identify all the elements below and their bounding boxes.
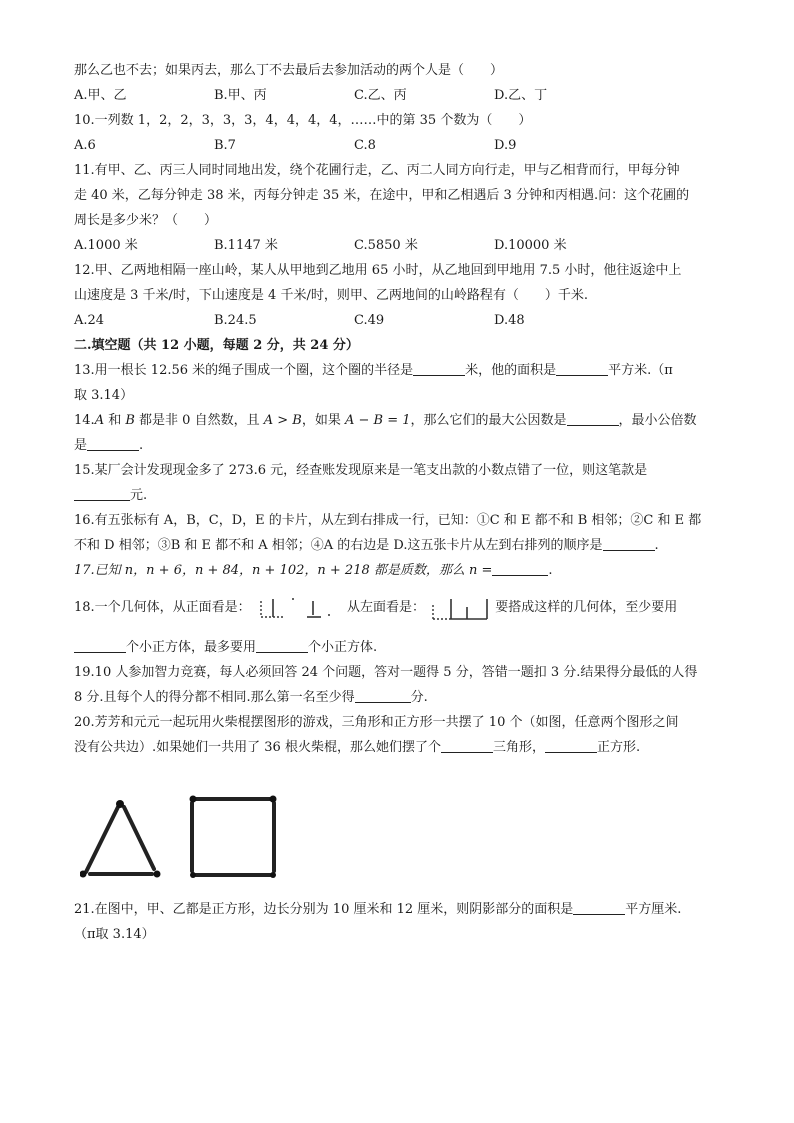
q12-option-a[interactable]: A.24: [74, 313, 105, 328]
q17-text: [74, 558, 724, 583]
q9-option-b[interactable]: B.甲、丙: [214, 88, 267, 103]
q9-option-a[interactable]: A.甲、乙: [74, 88, 127, 103]
q18-part5: 个小正方体.: [308, 640, 378, 655]
q12-options: [74, 308, 724, 333]
q14-var-a: A: [94, 413, 105, 428]
q11-options: [74, 233, 724, 258]
q14-part7: 是: [74, 438, 88, 453]
q18-part2: 从左面看是：: [346, 600, 425, 615]
q14-condition-2: A − B = 1: [344, 413, 411, 428]
q17-part2: .: [548, 563, 553, 578]
q11-option-a[interactable]: A.1000 米: [74, 238, 138, 253]
q10-options: [74, 133, 724, 158]
q10-option-a[interactable]: A.6: [74, 138, 96, 153]
q15-amount-blank[interactable]: [74, 486, 130, 501]
q14-part6: ，最小公倍数: [618, 413, 697, 428]
spacer: [74, 627, 724, 635]
q13-text-line1: [74, 358, 724, 383]
worksheet-page: [74, 58, 724, 760]
q11-option-b[interactable]: B.1147 米: [214, 238, 278, 253]
front-view-figure: [255, 593, 343, 623]
q18-min-blank[interactable]: [74, 638, 126, 653]
q21-text-line2: （π取 3.14）: [74, 927, 155, 942]
q18-text-line1: [74, 589, 724, 627]
q18-text-line2: [74, 635, 724, 660]
q14-text-line2: [74, 433, 724, 458]
q20-part1: 没有公共边）.如果她们一共用了 36 根火柴棍，那么她们摆了个: [74, 740, 441, 755]
q13-part1: 13.用一根长 12.56 米的绳子围成一个圈，这个圈的半径是: [74, 363, 414, 378]
q14-gcd-blank[interactable]: [567, 411, 619, 426]
q12-option-c[interactable]: C.49: [354, 313, 385, 328]
q18-max-blank[interactable]: [256, 638, 308, 653]
q19-part1: 8 分.且每个人的得分都不相同.那么第一名至少得: [74, 690, 355, 705]
q9-tail: 那么乙也不去；如果丙去，那么丁不去最后去参加活动的两个人是（ ）: [74, 63, 504, 78]
q13-part2: 米，他的面积是: [465, 363, 557, 378]
q18-part4: 个小正方体，最多要用: [126, 640, 257, 655]
q16-part2: .: [654, 538, 659, 553]
q10-option-b[interactable]: B.7: [214, 138, 236, 153]
q21-part1: 21.在图中，甲、乙都是正方形，边长分别为 10 厘米和 12 厘米，则阴影部分的面积是: [74, 902, 574, 917]
q9-option-d[interactable]: D.乙、丁: [494, 88, 548, 103]
q14-lcm-blank[interactable]: [87, 436, 139, 451]
q17-n-blank[interactable]: [492, 561, 548, 576]
q20-part3: 正方形.: [596, 740, 641, 755]
q16-text-line2: [74, 533, 724, 558]
q15-text-line1: 15.某厂会计发现现金多了 273.6 元，经查账发现原来是一笔支出款的小数点错了一位，则这笔款是: [74, 463, 648, 478]
q21-area-blank[interactable]: [573, 900, 625, 915]
q16-part1: 不和 D 相邻；③B 和 E 都不和 A 相邻；④A 的右边是 D.这五张卡片从左到右排列的顺序是: [74, 538, 603, 553]
q19-score-blank[interactable]: [355, 688, 411, 703]
q18-part1: 18.一个几何体，从正面看是：: [74, 600, 251, 615]
q11-option-c[interactable]: C.5850 米: [354, 238, 418, 253]
matchstick-figures: [80, 795, 280, 881]
q17-part1: 17.已知 n，n + 6，n + 84，n + 102，n + 218 都是质数，那么 n =: [74, 563, 493, 578]
q13-area-blank[interactable]: [556, 361, 608, 376]
q14-text-line1: [74, 408, 724, 433]
q11-option-d[interactable]: D.10000 米: [494, 238, 567, 253]
q20-part2: 三角形，: [492, 740, 545, 755]
q14-part2: 和: [104, 413, 126, 428]
q20-square-blank[interactable]: [545, 738, 597, 753]
q13-radius-blank[interactable]: [413, 361, 465, 376]
q10-option-d[interactable]: D.9: [494, 138, 517, 153]
q14-part1: 14.: [74, 413, 95, 428]
q14-part8: .: [139, 438, 144, 453]
q14-part4: ，如果: [301, 413, 345, 428]
q21-text-line1: [74, 897, 724, 922]
q9-options: [74, 83, 724, 108]
matchstick-square-figure: [192, 799, 274, 875]
q16-order-blank[interactable]: [603, 536, 655, 551]
q14-var-b: B: [125, 413, 135, 428]
q20-text-line2: [74, 735, 724, 760]
q13-text-line2: 取 3.14）: [74, 388, 134, 403]
q10-text: 10.一列数 1，2，2，3，3，3，4，4，4，4，……中的第 35 个数为（ ）: [74, 113, 532, 128]
q14-part5: ，那么它们的最大公因数是: [410, 413, 567, 428]
q15-unit: 元.: [130, 488, 148, 503]
q14-condition-1: A > B: [263, 413, 302, 428]
q11-text-line2: 走 40 米，乙每分钟走 38 米，丙每分钟走 35 米，在途中，甲和乙相遇后 3 分钟和丙相遇.问：这个花圃的: [74, 188, 690, 203]
q12-option-d[interactable]: D.48: [494, 313, 525, 328]
section-heading-fill-in: 二.填空题（共 12 小题，每题 2 分，共 24 分）: [74, 338, 359, 353]
q14-part3: 都是非 0 自然数，且: [134, 413, 264, 428]
q16-text-line1: 16.有五张标有 A，B，C，D，E 的卡片，从左到右排成一行，已知：①C 和 E 都不和 B 相邻；②C 和 E 都: [74, 513, 702, 528]
q9-option-c[interactable]: C.乙、丙: [354, 88, 407, 103]
q11-text-line3: 周长是多少米？（ ）: [74, 213, 218, 228]
q20-text-line1: 20.芳芳和元元一起玩用火柴棍摆图形的游戏，三角形和正方形一共摆了 10 个（如图，任意两个图形之间: [74, 715, 679, 730]
q12-option-b[interactable]: B.24.5: [214, 313, 257, 328]
q13-part3: 平方米.（π: [608, 363, 673, 378]
q18-part3: 要搭成这样的几何体，至少要用: [495, 600, 678, 615]
q21-block: [74, 897, 724, 947]
q21-part2: 平方厘米.: [625, 902, 682, 917]
q19-text-line1: 19.10 人参加智力竞赛，每人必须回答 24 个问题，答对一题得 5 分，答错一题扣 3 分.结果得分最低的人得: [74, 665, 698, 680]
left-view-figure: [429, 593, 491, 623]
q11-text-line1: 11.有甲、乙、丙三人同时同地出发，绕个花圃行走，乙、丙二人同方向行走，甲与乙相背而行，甲每分钟: [74, 163, 680, 178]
q15-text-line2: [74, 483, 724, 508]
q10-option-c[interactable]: C.8: [354, 138, 376, 153]
q19-part2: 分.: [410, 690, 428, 705]
q19-text-line2: [74, 685, 724, 710]
q20-triangle-blank[interactable]: [441, 738, 493, 753]
matchstick-triangle-figure: [86, 807, 154, 874]
q12-text-line2: 山速度是 3 千米/时，下山速度是 4 千米/时，则甲、乙两地间的山岭路程有（ ）千米.: [74, 288, 588, 303]
q12-text-line1: 12.甲、乙两地相隔一座山岭，某人从甲地到乙地用 65 小时，从乙地回到甲地用 7.5 小时，他往返途中上: [74, 263, 682, 278]
